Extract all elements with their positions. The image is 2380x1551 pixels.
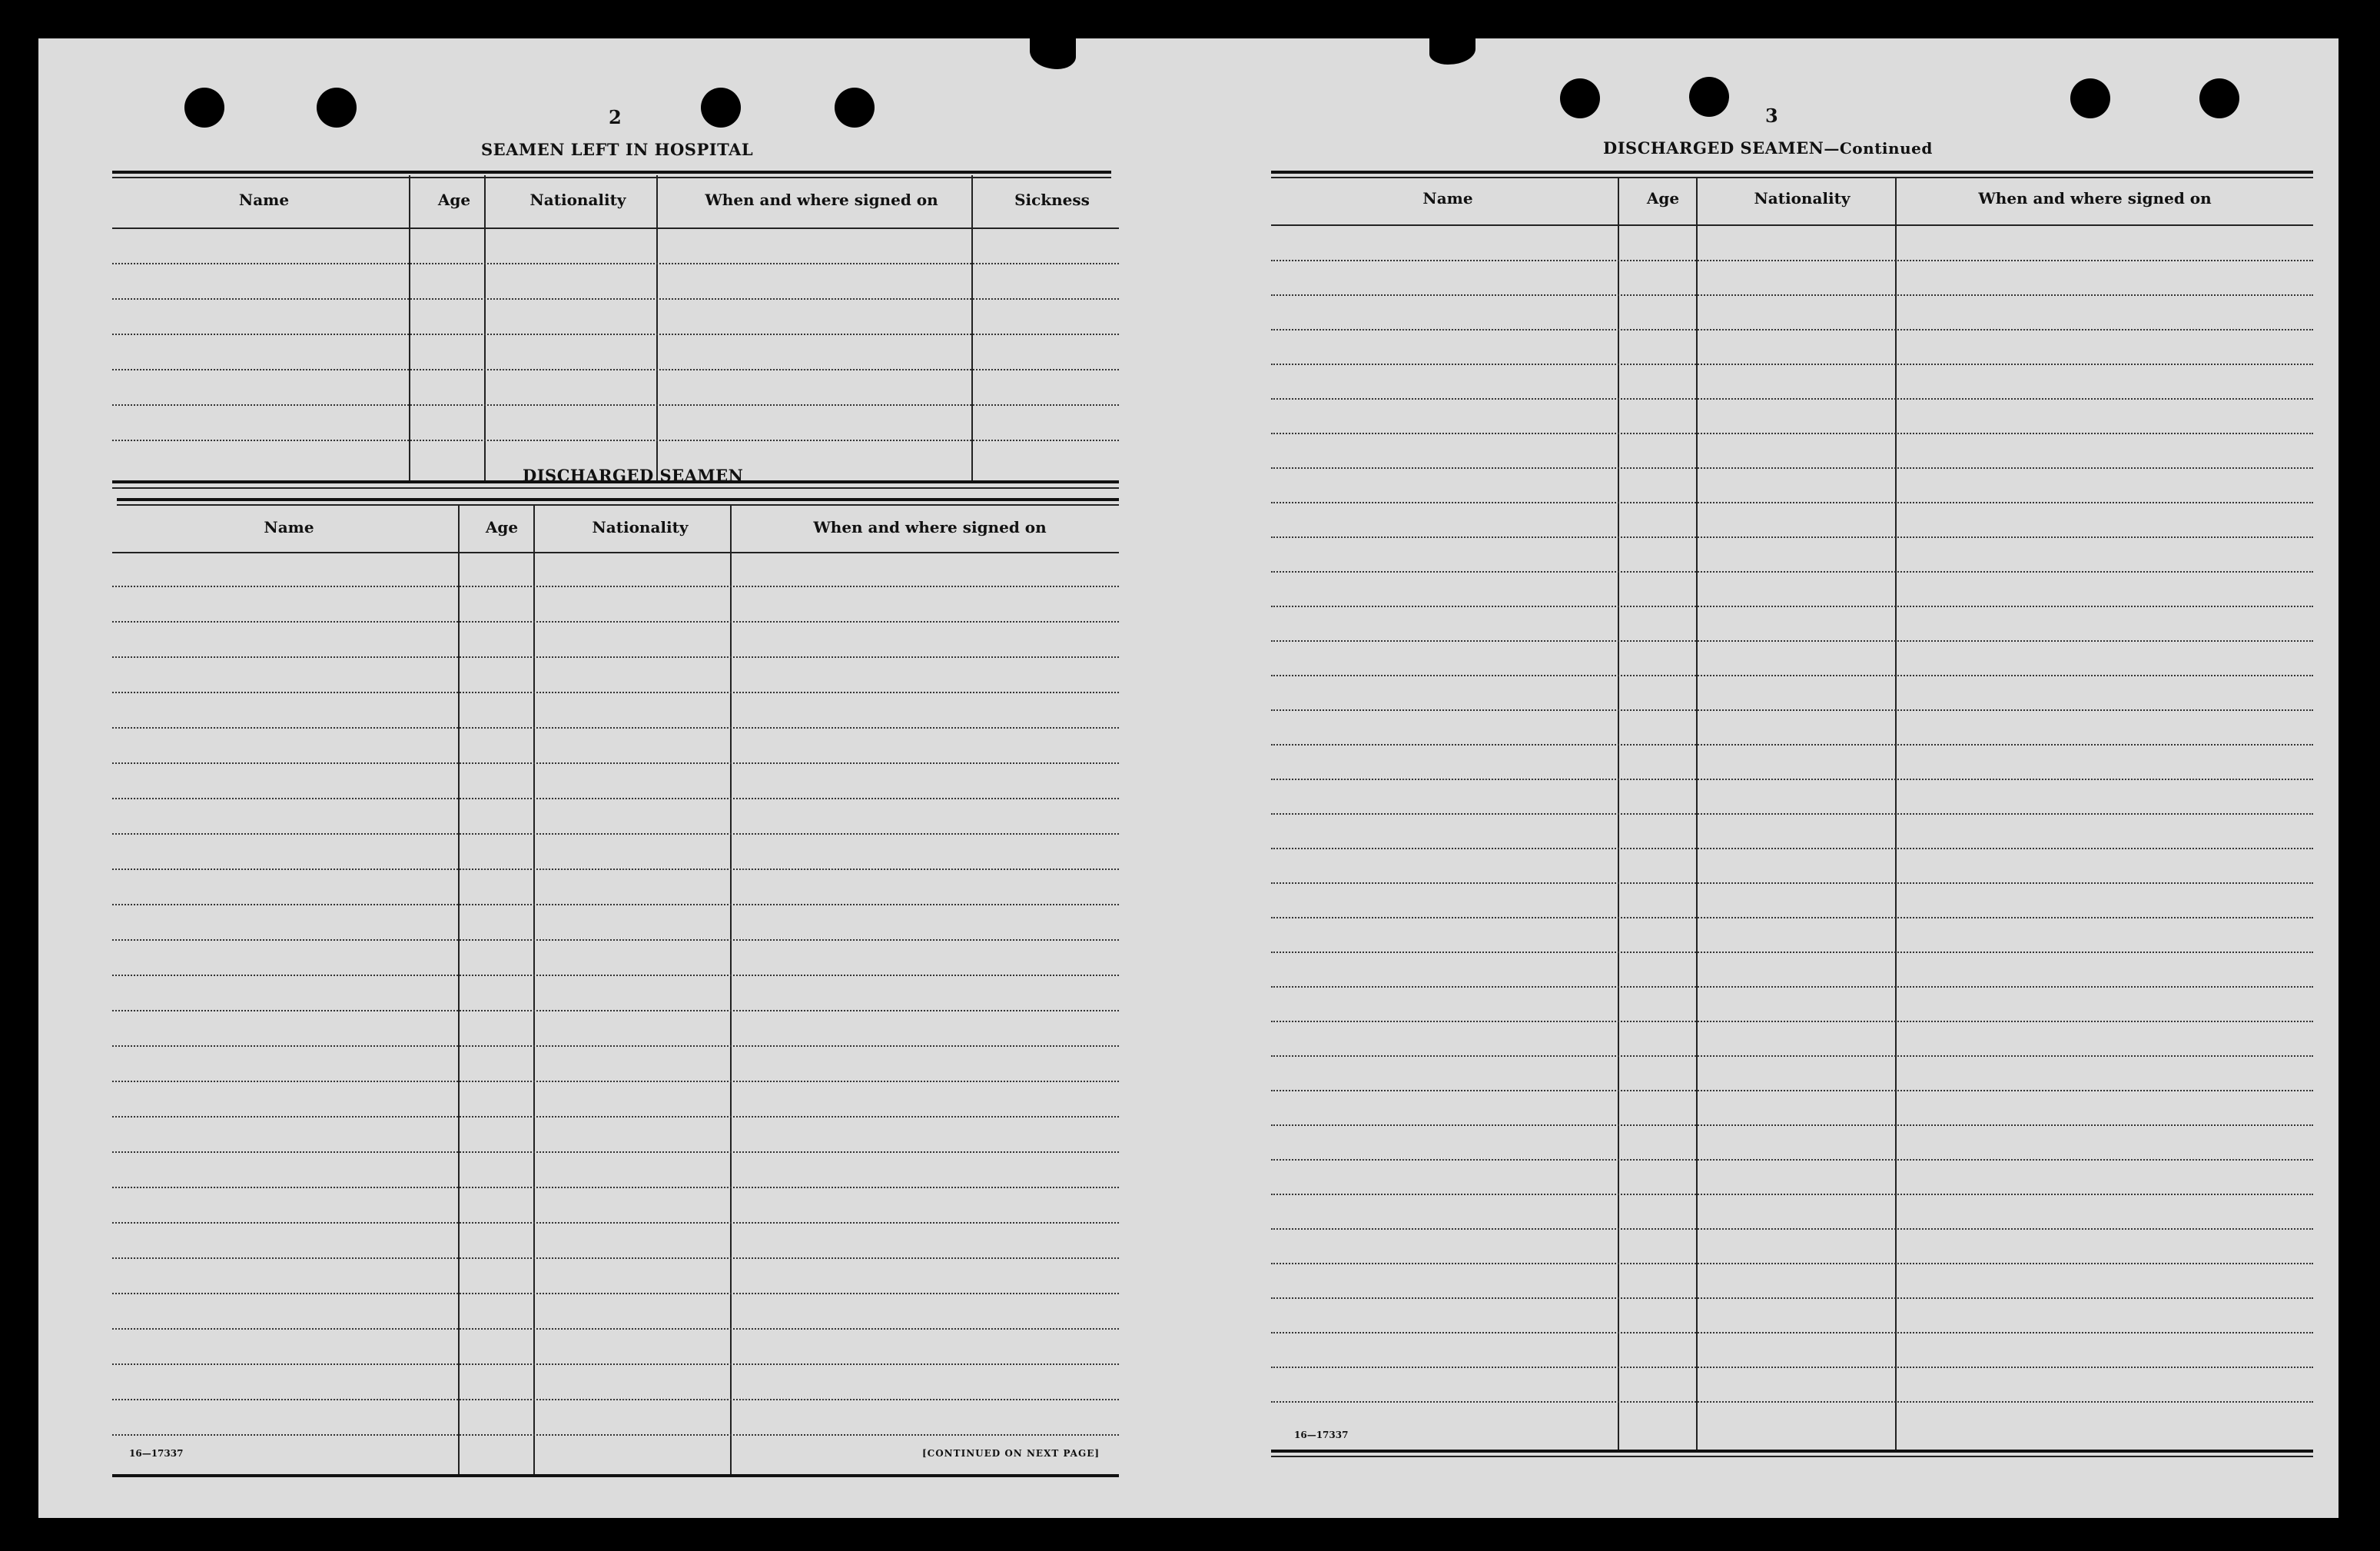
table-row: [112, 762, 1119, 764]
discharged-col-nationality: Nationality: [592, 518, 689, 536]
table-row: [112, 1222, 1119, 1224]
discharged-divider: [458, 504, 460, 1476]
table-row: [1271, 1021, 2313, 1022]
continued-top-rule: [1271, 171, 2313, 174]
continued-col-nationality: Nationality: [1754, 189, 1851, 208]
table-row: [112, 440, 1119, 441]
page-number: 2: [609, 106, 622, 128]
hospital-top-rule: [112, 171, 1111, 174]
continued-divider: [1895, 177, 1897, 1453]
table-row: [112, 1328, 1119, 1330]
discharged-continued-suffix: —Continued: [1824, 139, 1933, 158]
table-row: [112, 1187, 1119, 1188]
discharged-top-rule: [117, 498, 1119, 501]
hospital-col-sickness: Sickness: [1014, 191, 1090, 209]
discharged-col-age: Age: [485, 518, 519, 536]
table-row: [112, 868, 1119, 870]
hospital-divider: [656, 175, 658, 483]
table-row: [1271, 260, 2313, 261]
table-row: [112, 798, 1119, 799]
table-row: [1271, 640, 2313, 642]
table-row: [112, 404, 1119, 406]
discharged-continued-title: [1603, 138, 1933, 158]
table-row: [112, 727, 1119, 729]
discharged-col-name: Name: [264, 518, 314, 536]
discharged-top-rule-2: [117, 504, 1119, 506]
table-row: [112, 263, 1119, 264]
table-row: [112, 1116, 1119, 1118]
hospital-header-rule: [112, 228, 1119, 229]
discharged-section-title: DISCHARGED SEAMEN: [523, 466, 744, 485]
table-row: [1271, 813, 2313, 815]
table-row: [1271, 1090, 2313, 1091]
hospital-bottom-rule-2: [112, 487, 1119, 489]
table-row: [1271, 467, 2313, 469]
hospital-top-rule-2: [112, 177, 1111, 178]
table-row: [1271, 779, 2313, 780]
table-row: [1271, 744, 2313, 746]
table-row: [1271, 606, 2313, 607]
punch-hole: [2199, 78, 2239, 118]
table-row: [1271, 986, 2313, 988]
table-row: [112, 1363, 1119, 1365]
table-row: [1271, 848, 2313, 849]
discharged-bottom-rule: [112, 1474, 1119, 1477]
continued-bottom-rule-2: [1271, 1456, 2313, 1457]
table-row: [112, 656, 1119, 658]
table-row: [1271, 917, 2313, 918]
punch-hole: [701, 88, 741, 128]
discharged-divider: [730, 504, 732, 1476]
table-row: [112, 1399, 1119, 1400]
table-row: [112, 369, 1119, 370]
table-row: [112, 1434, 1119, 1436]
table-row: [112, 975, 1119, 976]
table-row: [112, 692, 1119, 693]
hospital-section-title: SEAMEN LEFT IN HOSPITAL: [481, 140, 754, 159]
punch-hole: [835, 88, 875, 128]
table-row: [1271, 675, 2313, 676]
punch-hole: [2070, 78, 2110, 118]
table-row: [112, 1010, 1119, 1011]
punch-hole: [1689, 77, 1729, 117]
discharged-header-rule: [112, 552, 1119, 553]
hospital-divider: [409, 175, 410, 483]
hospital-col-name: Name: [238, 191, 290, 209]
form-number: 16—17337: [129, 1448, 184, 1459]
torn-edge-mark: [1429, 38, 1475, 65]
table-row: [1271, 882, 2313, 884]
table-row: [1271, 502, 2313, 503]
table-row: [112, 586, 1119, 587]
discharged-col-signed-on: When and where signed on: [813, 518, 1047, 536]
table-row: [1271, 1332, 2313, 1333]
table-row: [112, 1045, 1119, 1047]
hospital-col-signed-on: When and where signed on: [705, 191, 938, 209]
page-number: 3: [1765, 105, 1778, 127]
table-row: [1271, 433, 2313, 434]
table-row: [112, 833, 1119, 835]
punch-hole: [317, 88, 357, 128]
continued-divider: [1696, 177, 1698, 1453]
punch-hole: [184, 88, 224, 128]
table-row: [1271, 571, 2313, 573]
continued-top-rule-2: [1271, 177, 2313, 178]
torn-edge-mark: [1030, 38, 1076, 69]
table-row: [1271, 1055, 2313, 1057]
table-row: [1271, 398, 2313, 400]
hospital-col-age: Age: [437, 191, 471, 209]
table-row: [112, 334, 1119, 335]
table-row: [112, 298, 1119, 300]
table-row: [1271, 709, 2313, 711]
continued-header-rule: [1271, 224, 2313, 226]
continued-col-age: Age: [1646, 189, 1680, 208]
punch-hole: [1560, 78, 1600, 118]
table-row: [112, 1293, 1119, 1294]
table-row: [1271, 1228, 2313, 1230]
table-row: [112, 1151, 1119, 1153]
table-row: [112, 939, 1119, 941]
form-number: 16—17337: [1294, 1430, 1349, 1440]
table-row: [1271, 364, 2313, 365]
table-row: [112, 1257, 1119, 1259]
continued-bottom-rule: [1271, 1450, 2313, 1453]
table-row: [1271, 1194, 2313, 1195]
continued-col-signed-on: When and where signed on: [1978, 189, 2212, 208]
discharged-continued-title-main: DISCHARGED SEAMEN: [1603, 138, 1824, 158]
table-row: [1271, 1263, 2313, 1264]
continued-divider: [1618, 177, 1619, 1453]
table-row: [1271, 329, 2313, 330]
table-row: [1271, 294, 2313, 296]
table-row: [1271, 952, 2313, 953]
table-row: [112, 904, 1119, 905]
table-row: [112, 1081, 1119, 1082]
discharged-divider: [533, 504, 535, 1476]
table-row: [1271, 1159, 2313, 1161]
table-row: [1271, 1367, 2313, 1368]
hospital-col-nationality: Nationality: [529, 191, 626, 209]
continued-col-name: Name: [1422, 189, 1473, 208]
hospital-divider: [484, 175, 486, 483]
hospital-divider: [971, 175, 973, 483]
table-row: [112, 621, 1119, 623]
document-sheet: [38, 38, 2339, 1518]
continued-note: [CONTINUED ON NEXT PAGE]: [922, 1448, 1100, 1459]
table-row: [1271, 1297, 2313, 1299]
table-row: [1271, 536, 2313, 538]
table-row: [1271, 1401, 2313, 1403]
table-row: [1271, 1124, 2313, 1126]
